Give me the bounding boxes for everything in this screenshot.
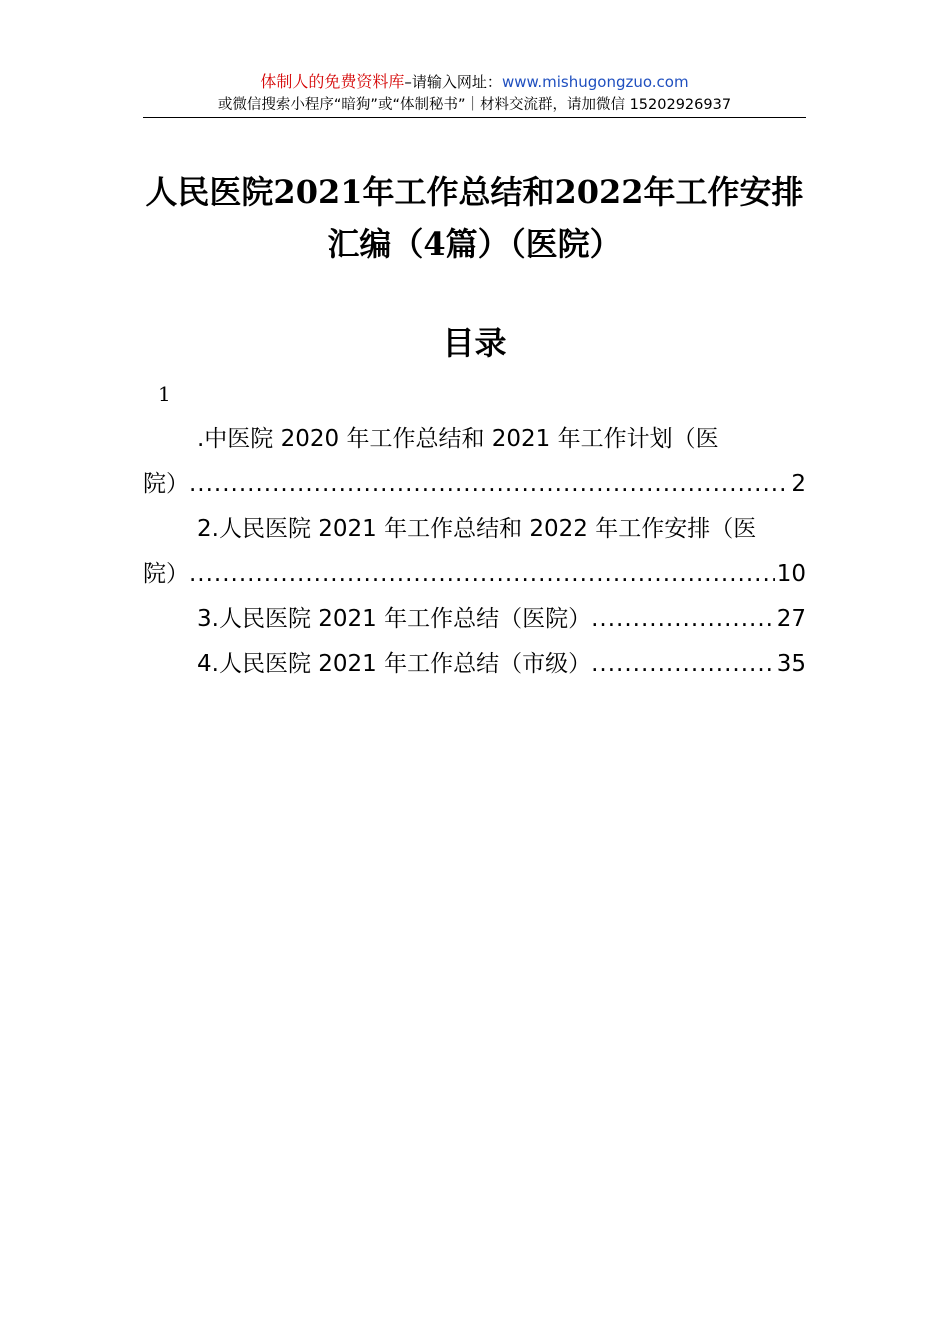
page-header (143, 70, 806, 116)
stray-number: 1 (158, 382, 171, 406)
table-of-contents (143, 417, 806, 687)
document-title: 人民医院2021年工作总结和2022年工作安排汇编（4篇）（医院） (145, 173, 804, 263)
toc-heading: 目录 (442, 324, 507, 362)
toc-leader-dots (591, 597, 775, 642)
toc-page-number: 10 (776, 561, 806, 587)
toc-entry-3[interactable] (143, 597, 806, 642)
header-line-2: 或微信搜索小程序“暗狗”或“体制秘书”｜材料交流群，请加微信 15202926937 (217, 97, 732, 113)
toc-page-number: 27 (776, 606, 806, 632)
header-brand: 体制人的免费资料库 (260, 72, 405, 91)
toc-entry-title: 3.人民医院 2021 年工作总结（医院） (197, 606, 592, 632)
toc-leader-dots (591, 642, 775, 687)
toc-entry-4[interactable] (143, 642, 806, 687)
toc-page-number: 2 (791, 471, 806, 497)
toc-leader-dots (189, 462, 789, 507)
toc-page-number: 35 (776, 651, 806, 677)
toc-entry-title-continued: 院） (143, 471, 189, 497)
toc-entry-1[interactable] (143, 417, 806, 507)
toc-leader-dots (189, 552, 775, 597)
header-url-link[interactable]: www.mishugongzuo.com (501, 73, 689, 91)
header-line-1 (143, 70, 806, 94)
toc-entry-title: .中医院 2020 年工作总结和 2021 年工作计划（医 (197, 426, 719, 452)
header-divider (143, 117, 806, 118)
toc-entry-title-continued: 院） (143, 561, 189, 587)
toc-entry-2[interactable] (143, 507, 806, 597)
toc-entry-title: 4.人民医院 2021 年工作总结（市级） (197, 651, 592, 677)
toc-entry-title: 2.人民医院 2021 年工作总结和 2022 年工作安排（医 (197, 516, 757, 542)
header-prompt: –请输入网址： (404, 73, 502, 91)
